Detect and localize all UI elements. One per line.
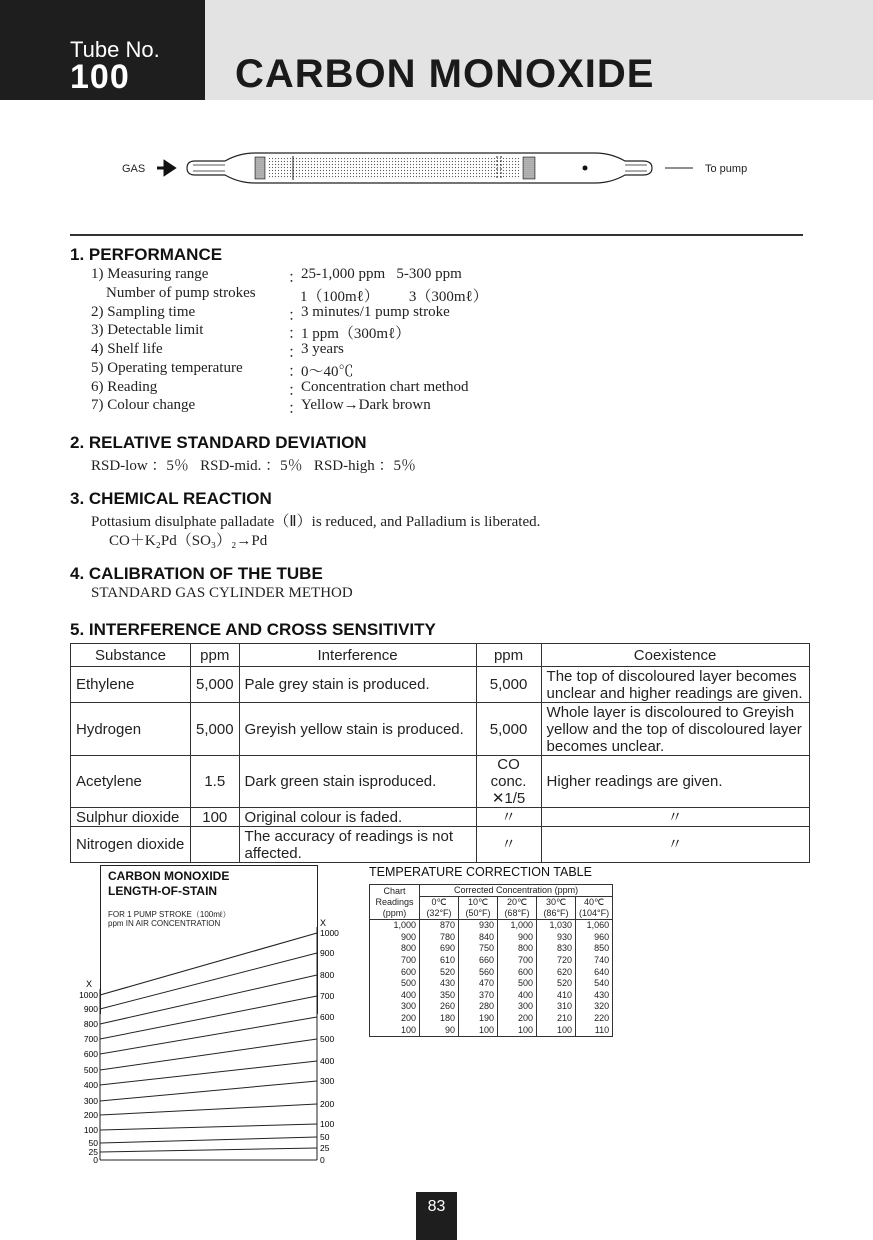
right-tick-label: 25 xyxy=(320,1143,330,1153)
gas-label: GAS xyxy=(122,163,146,175)
table-row xyxy=(370,943,613,955)
right-tick-label: 100 xyxy=(320,1119,335,1129)
cell: The accuracy of readings is not affected. xyxy=(239,827,476,863)
perf-label: 3) Detectable limit xyxy=(91,322,204,338)
cell: 800 xyxy=(370,943,420,955)
chart-title-line2: LENGTH-OF-STAIN xyxy=(108,884,218,898)
cell: 300 xyxy=(498,1001,537,1013)
cell: 5,000 xyxy=(191,667,240,703)
right-tick-label: 900 xyxy=(320,948,335,958)
section-performance-heading: 1. PERFORMANCE xyxy=(70,245,223,264)
right-tick-label: 1000 xyxy=(320,928,339,938)
perf-colon: ： xyxy=(288,383,304,399)
tube-dot xyxy=(583,166,588,171)
table-row xyxy=(370,955,613,967)
cell: 540 xyxy=(576,978,613,990)
right-tick-label: 200 xyxy=(320,1099,335,1109)
cell: Greyish yellow stain is produced. xyxy=(239,703,476,756)
table-row xyxy=(71,667,810,703)
cell xyxy=(191,827,240,863)
cell: 1,060 xyxy=(576,920,613,932)
tube-label: Tube No. xyxy=(70,37,160,62)
table-row xyxy=(370,1001,613,1013)
stain-line xyxy=(100,1104,317,1115)
chart-readings-header: Chart Readings (ppm) xyxy=(370,885,420,920)
perf-colon: ： xyxy=(288,270,304,286)
cell: Dark green stain isproduced. xyxy=(239,756,476,808)
cell: 310 xyxy=(537,1001,576,1013)
cell: Original colour is faded. xyxy=(239,808,476,827)
cell: 900 xyxy=(370,932,420,944)
page-title: CARBON MONOXIDE xyxy=(235,52,655,96)
left-tick-label: 100 xyxy=(83,1125,98,1135)
table-row xyxy=(370,1013,613,1025)
cell: Whole layer is discoloured to Greyish yellow and the top of discoloured layer becomes unclear. xyxy=(541,703,809,756)
cell: 500 xyxy=(370,978,420,990)
col-header: Interference xyxy=(239,644,476,667)
left-tick-label: 1000 xyxy=(79,990,98,1000)
right-tick-label: 50 xyxy=(320,1132,330,1142)
cell: Hydrogen xyxy=(71,703,191,756)
cell: 〃 xyxy=(541,808,809,827)
cell: 190 xyxy=(459,1013,498,1025)
table-row xyxy=(370,978,613,990)
stain-line xyxy=(100,1124,317,1130)
left-tick-label: 900 xyxy=(83,1004,98,1014)
cell: 560 xyxy=(459,966,498,978)
table-header-row xyxy=(71,644,810,667)
temp-header: 30℃ (86°F) xyxy=(537,897,576,920)
cell: 750 xyxy=(459,943,498,955)
cell: 370 xyxy=(459,990,498,1002)
left-tick-label: 50 xyxy=(88,1138,98,1148)
left-tick-label: 200 xyxy=(83,1110,98,1120)
cell: 5,000 xyxy=(476,703,541,756)
cell: 400 xyxy=(498,990,537,1002)
col-header: Coexistence xyxy=(541,644,809,667)
perf-colon: ： xyxy=(288,326,304,342)
cell: 430 xyxy=(420,978,459,990)
perf-label: 7) Colour change xyxy=(91,397,196,413)
cell: 660 xyxy=(459,955,498,967)
table-row xyxy=(370,920,613,932)
perf-value: Yellow→Dark brown xyxy=(301,397,431,413)
col-header: ppm xyxy=(476,644,541,667)
cell: 200 xyxy=(370,1013,420,1025)
stain-line xyxy=(100,1137,317,1143)
left-tick-label: 400 xyxy=(83,1080,98,1090)
cell: 400 xyxy=(370,990,420,1002)
left-tick-label: 25 xyxy=(88,1147,98,1157)
left-tick-label: 500 xyxy=(83,1065,98,1075)
pump-label: To pump xyxy=(705,163,748,175)
cell: 470 xyxy=(459,978,498,990)
cell: 90 xyxy=(420,1024,459,1036)
perf-value: 3 minutes/1 pump stroke xyxy=(301,304,450,320)
temp-header: 20℃ (68°F) xyxy=(498,897,537,920)
table-row xyxy=(71,808,810,827)
cell: 840 xyxy=(459,932,498,944)
cell: 200 xyxy=(498,1013,537,1025)
perf-colon: ： xyxy=(288,401,304,417)
cell: 700 xyxy=(498,955,537,967)
cell: The top of discoloured layer becomes unclear and higher readings are given. xyxy=(541,667,809,703)
left-tick-label: 800 xyxy=(83,1019,98,1029)
cell: Ethylene xyxy=(71,667,191,703)
cell: 1,000 xyxy=(498,920,537,932)
right-tick-label: 500 xyxy=(320,1034,335,1044)
plug-left xyxy=(255,157,265,179)
calibration-text: STANDARD GAS CYLINDER METHOD xyxy=(91,585,353,601)
cell: 740 xyxy=(576,955,613,967)
cell: 100 xyxy=(498,1024,537,1036)
cell: 520 xyxy=(420,966,459,978)
detector-tube-diagram xyxy=(115,145,765,195)
perf-value: 1 ppm（300mℓ） xyxy=(301,326,411,342)
temp-header: 40℃ (104°F) xyxy=(576,897,613,920)
cell: 700 xyxy=(370,955,420,967)
chemical-equation: CO＋K₂Pd（SO₃）₂→Pd xyxy=(109,533,268,549)
cell: 800 xyxy=(498,943,537,955)
perf-value: Concentration chart method xyxy=(301,379,469,395)
cell: 900 xyxy=(498,932,537,944)
length-of-stain-chart xyxy=(60,915,360,1170)
cell: 720 xyxy=(537,955,576,967)
col-header: ppm xyxy=(191,644,240,667)
section-divider xyxy=(70,234,803,236)
stain-line xyxy=(100,953,317,1009)
page-number: 83 xyxy=(416,1192,457,1240)
perf-label: Number of pump strokes xyxy=(91,285,256,301)
stain-line xyxy=(100,1148,317,1152)
chemical-text: Pottasium disulphate palladate（Ⅱ）is reduced, and Palladium is liberated. xyxy=(91,514,541,530)
chart-subtitle-line2: ppm IN AIR CONCENTRATION xyxy=(108,919,221,928)
cell: 5,000 xyxy=(476,667,541,703)
cell: Nitrogen dioxide xyxy=(71,827,191,863)
cell: 100 xyxy=(191,808,240,827)
table-row xyxy=(370,1024,613,1036)
chart-subtitle-line1: FOR 1 PUMP STROKE（100mℓ） xyxy=(108,910,231,919)
perf-value: 1（100mℓ） 3（300mℓ） xyxy=(300,289,488,305)
temperature-correction-table xyxy=(369,884,613,1037)
cell: Higher readings are given. xyxy=(541,756,809,808)
cell: 100 xyxy=(370,1024,420,1036)
cell: 1,000 xyxy=(370,920,420,932)
stain-line xyxy=(100,1039,317,1070)
right-tick-label: 0 xyxy=(320,1155,325,1165)
cell: 410 xyxy=(537,990,576,1002)
cell: 180 xyxy=(420,1013,459,1025)
perf-colon: ： xyxy=(288,364,304,380)
perf-value: 3 years xyxy=(301,341,344,357)
cell: 〃 xyxy=(476,827,541,863)
cell: 210 xyxy=(537,1013,576,1025)
cell: 110 xyxy=(576,1024,613,1036)
x-mark-left: X xyxy=(85,979,92,989)
cell: CO conc. ✕1/5 xyxy=(476,756,541,808)
stain-line xyxy=(100,1017,317,1054)
cell: 100 xyxy=(537,1024,576,1036)
section-calibration-heading: 4. CALIBRATION OF THE TUBE xyxy=(70,564,323,583)
right-tick-label: 400 xyxy=(320,1056,335,1066)
cell: 870 xyxy=(420,920,459,932)
stain-line xyxy=(100,975,317,1024)
stain-line xyxy=(100,1081,317,1101)
cell: Sulphur dioxide xyxy=(71,808,191,827)
tube-number: 100 xyxy=(70,58,130,96)
chart-title-line1: CARBON MONOXIDE xyxy=(108,869,230,883)
table-row xyxy=(370,966,613,978)
section-interference-heading: 5. INTERFERENCE AND CROSS SENSITIVITY xyxy=(70,620,436,639)
arrow-right-icon xyxy=(157,162,174,174)
table-row xyxy=(370,990,613,1002)
temp-header: 10℃ (50°F) xyxy=(459,897,498,920)
perf-label: 6) Reading xyxy=(91,379,158,395)
cell: 〃 xyxy=(476,808,541,827)
right-tick-label: 800 xyxy=(320,970,335,980)
stain-line xyxy=(100,996,317,1039)
temperature-table-title: TEMPERATURE CORRECTION TABLE xyxy=(369,865,592,879)
corrected-header: Corrected Concentration (ppm) xyxy=(420,885,613,897)
cell: 100 xyxy=(459,1024,498,1036)
cell: 350 xyxy=(420,990,459,1002)
stain-line xyxy=(100,1061,317,1085)
cell: 520 xyxy=(537,978,576,990)
right-tick-label: 600 xyxy=(320,1012,335,1022)
cell: 930 xyxy=(537,932,576,944)
reagent-layer xyxy=(268,157,521,179)
perf-label: 2) Sampling time xyxy=(91,304,196,320)
table-row xyxy=(71,827,810,863)
table-row xyxy=(71,703,810,756)
cell: 600 xyxy=(370,966,420,978)
cell: 610 xyxy=(420,955,459,967)
left-tick-label: 0 xyxy=(93,1155,98,1165)
perf-label: 5) Operating temperature xyxy=(91,360,243,376)
perf-value: 0～40℃ xyxy=(301,364,354,380)
x-mark-right: X xyxy=(320,918,327,928)
cell: 〃 xyxy=(541,827,809,863)
left-tick-label: 300 xyxy=(83,1096,98,1106)
cell: 500 xyxy=(498,978,537,990)
perf-colon: ： xyxy=(288,345,304,361)
cell: Pale grey stain is produced. xyxy=(239,667,476,703)
cell: 300 xyxy=(370,1001,420,1013)
right-tick-label: 300 xyxy=(320,1076,335,1086)
left-tick-label: 700 xyxy=(83,1034,98,1044)
cell: 960 xyxy=(576,932,613,944)
cell: 620 xyxy=(537,966,576,978)
col-header: Substance xyxy=(71,644,191,667)
cell: 280 xyxy=(459,1001,498,1013)
perf-label: 1) Measuring range xyxy=(91,266,209,282)
perf-label: 4) Shelf life xyxy=(91,341,163,357)
cell: 320 xyxy=(576,1001,613,1013)
plug-right xyxy=(523,157,535,179)
cell: 640 xyxy=(576,966,613,978)
cell: 780 xyxy=(420,932,459,944)
left-tick-label: 600 xyxy=(83,1049,98,1059)
cell: 5,000 xyxy=(191,703,240,756)
right-tick-label: 700 xyxy=(320,991,335,1001)
perf-colon: ： xyxy=(288,308,304,324)
cell: 260 xyxy=(420,1001,459,1013)
temp-header: 0℃ (32°F) xyxy=(420,897,459,920)
cell: 1,030 xyxy=(537,920,576,932)
cell: 600 xyxy=(498,966,537,978)
cell: 430 xyxy=(576,990,613,1002)
interference-table xyxy=(70,643,810,863)
cell: Acetylene xyxy=(71,756,191,808)
cell: 1.5 xyxy=(191,756,240,808)
perf-value: 25-1,000 ppm 5-300 ppm xyxy=(301,266,462,282)
table-row xyxy=(370,932,613,944)
section-chemical-heading: 3. CHEMICAL REACTION xyxy=(70,489,272,508)
section-rsd-heading: 2. RELATIVE STANDARD DEVIATION xyxy=(70,433,367,452)
cell: 850 xyxy=(576,943,613,955)
cell: 690 xyxy=(420,943,459,955)
table-row xyxy=(71,756,810,808)
cell: 830 xyxy=(537,943,576,955)
cell: 930 xyxy=(459,920,498,932)
cell: 220 xyxy=(576,1013,613,1025)
rsd-text: RSD-low ：5％ RSD-mid. ：5％ RSD-high ：5％ xyxy=(91,458,417,474)
stain-line xyxy=(100,933,317,995)
